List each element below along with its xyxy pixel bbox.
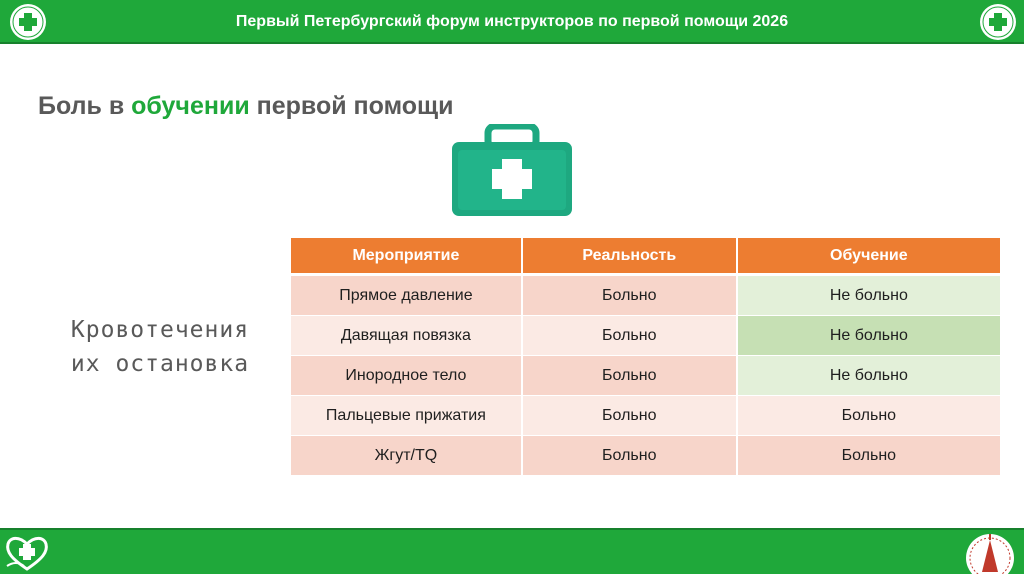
side-label <box>46 313 274 381</box>
cell-training: Больно <box>738 396 1000 436</box>
table-row <box>291 356 1000 396</box>
pain-comparison-table <box>289 238 1002 476</box>
column-header-training: Обучение <box>738 238 1000 276</box>
forum-seal-icon <box>962 530 1018 574</box>
cell-measure: Инородное тело <box>291 356 521 396</box>
first-aid-kit-icon <box>450 124 574 218</box>
side-label-line2: их остановка <box>70 351 250 377</box>
footer-bar <box>0 528 1024 574</box>
cell-training: Больно <box>738 436 1000 476</box>
header-bar <box>0 0 1024 44</box>
first-aid-emblem-icon <box>976 2 1020 42</box>
table-header-row <box>291 238 1000 276</box>
cell-measure: Жгут/TQ <box>291 436 521 476</box>
cell-reality: Больно <box>523 396 736 436</box>
table-row <box>291 276 1000 316</box>
table-row <box>291 316 1000 356</box>
column-header-measure: Мероприятие <box>291 238 521 276</box>
side-label-line1: Кровотечения <box>70 317 250 343</box>
cell-measure: Давящая повязка <box>291 316 521 356</box>
slide-title-prefix: Боль в <box>38 92 132 120</box>
cell-reality: Больно <box>523 276 736 316</box>
cell-training: Не больно <box>738 356 1000 396</box>
slide-title <box>38 92 453 126</box>
cell-training: Не больно <box>738 276 1000 316</box>
cell-training: Не больно <box>738 316 1000 356</box>
heart-cross-logo-icon <box>4 532 50 572</box>
cell-measure: Прямое давление <box>291 276 521 316</box>
cell-reality: Больно <box>523 356 736 396</box>
slide-title-suffix: первой помощи <box>249 92 454 120</box>
column-header-reality: Реальность <box>523 238 736 276</box>
slide-title-accent: обучении <box>131 92 250 120</box>
header-title: Первый Петербургский форум инструкторов по первой помощи 2026 <box>235 13 789 30</box>
cell-reality: Больно <box>523 436 736 476</box>
cell-measure: Пальцевые прижатия <box>291 396 521 436</box>
table-row <box>291 436 1000 476</box>
cell-reality: Больно <box>523 316 736 356</box>
table-row <box>291 396 1000 436</box>
